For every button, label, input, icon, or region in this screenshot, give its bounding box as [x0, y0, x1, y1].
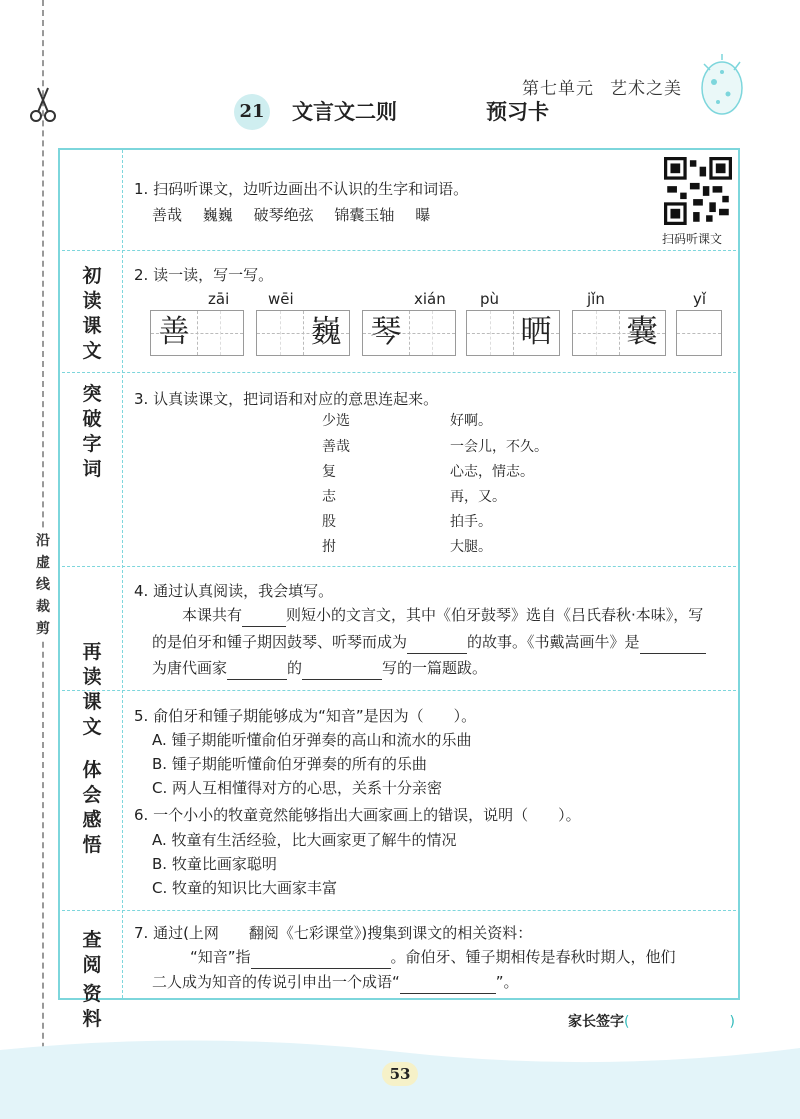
grid-blank[interactable]	[197, 311, 243, 354]
grid-blank[interactable]	[677, 311, 723, 354]
q1-word-list	[152, 204, 442, 225]
fill-blank[interactable]	[400, 977, 496, 994]
fill-blank[interactable]	[640, 637, 706, 654]
fill-blank[interactable]	[251, 952, 391, 969]
grid-char: 晒	[520, 314, 552, 350]
fill-blank[interactable]	[302, 663, 382, 680]
q4-line-3: 为唐代画家 的 写的一篇题跋。	[152, 657, 487, 680]
divider	[62, 250, 736, 251]
word-item: 破琴绝弦	[253, 206, 314, 224]
pinyin-label: wēi	[268, 290, 294, 308]
qr-label: 扫码听课文	[662, 232, 723, 246]
question-2-prompt: 2. 读一读，写一写。	[134, 266, 274, 284]
match-meaning[interactable]: 好啊。	[450, 413, 492, 429]
pinyin-label: jǐn	[587, 290, 605, 308]
scissors-icon	[28, 86, 58, 122]
unit-theme: 艺术之美	[610, 79, 682, 99]
writing-grid	[676, 310, 722, 356]
q6-option-a[interactable]: A. 牧童有生活经验，比大画家更了解牛的情况	[152, 831, 457, 849]
match-term[interactable]: 复	[322, 464, 336, 480]
egg-decoration-icon	[692, 50, 752, 120]
pinyin-label: pù	[480, 290, 500, 308]
pinyin-label: yǐ	[693, 290, 707, 308]
writing-grid	[150, 310, 244, 356]
writing-grid	[466, 310, 560, 356]
pinyin-label: xián	[414, 290, 446, 308]
question-3-prompt: 3. 认真读课文，把词语和对应的意思连起来。	[134, 390, 439, 408]
unit-label: 第七单元	[522, 79, 594, 99]
grid-char: 巍	[310, 314, 342, 350]
word-item: 巍巍	[202, 206, 233, 224]
writing-grid	[256, 310, 350, 356]
q6-option-c[interactable]: C. 牧童的知识比大画家丰富	[152, 879, 338, 897]
parent-signature: 家长签字( )	[568, 1014, 735, 1030]
card-type: 预习卡	[486, 100, 549, 124]
grid-char: 琴	[370, 314, 402, 350]
grid-blank[interactable]	[409, 311, 455, 354]
q4-line-1: 本课共有 则短小的文言文，其中《伯牙鼓琴》选自《吕氏春秋·本味》，写	[152, 604, 738, 627]
match-term[interactable]: 拊	[322, 539, 336, 555]
match-term[interactable]: 股	[322, 514, 336, 530]
q5-option-b[interactable]: B. 锺子期能听懂俞伯牙弹奏的所有的乐曲	[152, 755, 427, 773]
grid-blank[interactable]	[573, 311, 619, 354]
match-meaning[interactable]: 拍手。	[450, 514, 492, 530]
grid-blank[interactable]	[257, 311, 303, 354]
divider	[62, 910, 736, 911]
section-label-research: 查 阅 资 料	[82, 929, 102, 1030]
fill-blank[interactable]	[227, 663, 287, 680]
word-item: 曝	[415, 206, 431, 224]
page-number: 53	[382, 1062, 418, 1086]
divider	[62, 372, 736, 373]
writing-grid	[572, 310, 666, 356]
word-item: 锦囊玉轴	[334, 206, 395, 224]
lesson-number: 21	[234, 94, 270, 130]
question-1-prompt: 1. 扫码听课文，边听边画出不认识的生字和词语。	[134, 180, 469, 198]
section-label-second-reading: 再 读 课 文 体 会 感 悟	[82, 641, 102, 856]
question-5-prompt: 5. 俞伯牙和锺子期能够成为“知音”是因为（ ）。	[134, 707, 477, 725]
divider	[62, 566, 736, 567]
fill-blank[interactable]	[242, 610, 286, 627]
match-meaning[interactable]: 心志，情志。	[450, 464, 534, 480]
match-meaning[interactable]: 大腿。	[450, 539, 492, 555]
match-term[interactable]: 志	[322, 489, 336, 505]
q7-line-1: “知音”指 。俞伯牙、锺子期相传是春秋时期人，他们	[190, 946, 676, 969]
label-divider	[122, 150, 123, 998]
cut-instruction: 沿 虚 线 裁 剪	[34, 530, 52, 640]
question-4-prompt: 4. 通过认真阅读，我会填写。	[134, 582, 334, 600]
q5-option-a[interactable]: A. 锺子期能听懂俞伯牙弹奏的高山和流水的乐曲	[152, 731, 472, 749]
q7-line-2: 二人成为知音的传说引申出一个成语“ ”。	[152, 971, 519, 994]
match-meaning[interactable]: 再，又。	[450, 489, 506, 505]
writing-grid	[362, 310, 456, 356]
question-6-prompt: 6. 一个小小的牧童竟然能够指出大画家画上的错误，说明（ ）。	[134, 806, 581, 824]
match-term[interactable]: 善哉	[322, 439, 350, 455]
q4-line-2: 的是伯牙和锺子期因鼓琴、听琴而成为 的故事。《书戴嵩画牛》是	[152, 631, 706, 654]
grid-blank[interactable]	[467, 311, 513, 354]
fill-blank[interactable]	[407, 637, 467, 654]
word-item: 善哉	[152, 206, 183, 224]
question-7-prompt: 7. 通过(上网 翻阅《七彩课堂》)搜集到课文的相关资料：	[134, 924, 533, 942]
q5-option-c[interactable]: C. 两人互相懂得对方的心思，关系十分亲密	[152, 779, 443, 797]
grid-char: 囊	[626, 314, 658, 350]
lesson-title: 文言文二则	[292, 99, 397, 124]
section-label-first-reading: 初 读 课 文 突 破 字 词	[82, 265, 102, 480]
q6-option-b[interactable]: B. 牧童比画家聪明	[152, 855, 277, 873]
match-meaning[interactable]: 一会儿，不久。	[450, 439, 548, 455]
pinyin-label: zāi	[208, 290, 230, 308]
match-term[interactable]: 少选	[322, 413, 350, 429]
divider	[62, 690, 736, 691]
qr-code-icon[interactable]	[664, 157, 732, 225]
grid-char: 善	[158, 314, 190, 350]
